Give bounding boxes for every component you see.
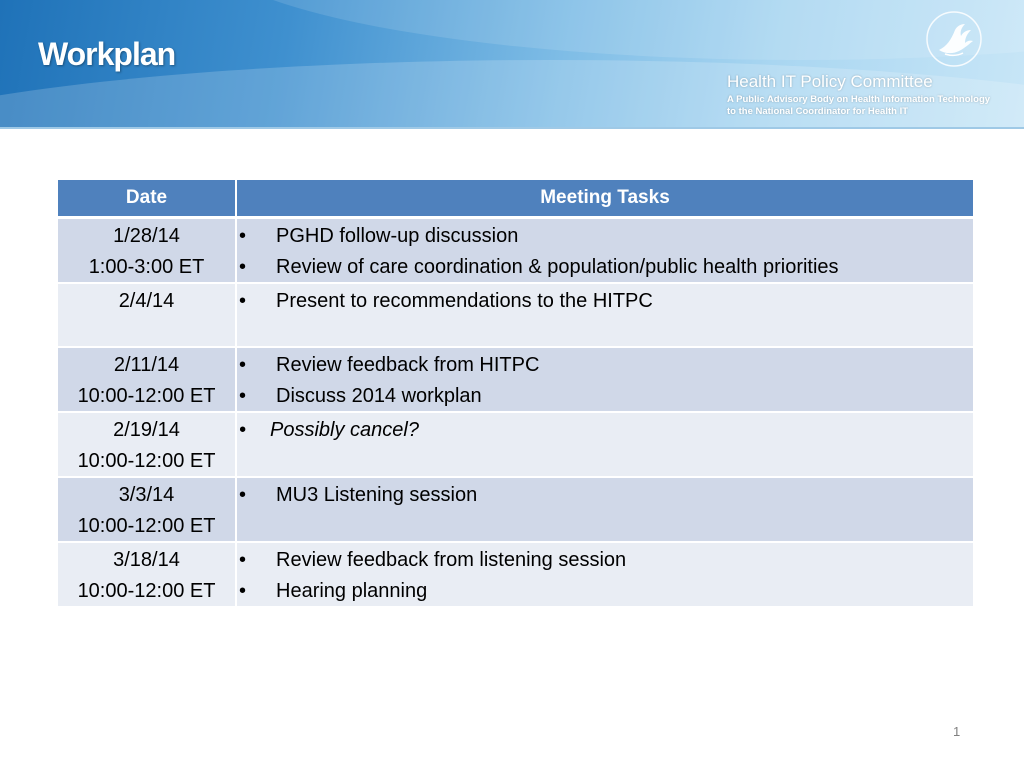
table-row — [58, 283, 973, 347]
table-row — [58, 542, 973, 607]
task-item: • PGHD follow-up discussion — [237, 221, 973, 252]
banner-decoration — [200, 0, 1024, 60]
tasks-cell — [236, 412, 973, 477]
meeting-time: 10:00-12:00 ET — [77, 449, 216, 472]
org-subtitle — [727, 94, 990, 118]
meeting-date: 3/18/14 — [113, 549, 180, 571]
date-cell — [58, 412, 236, 477]
org-subtitle-line: A Public Advisory Body on Health Information Technology — [727, 94, 991, 105]
table-row — [58, 477, 973, 542]
meeting-date: 2/19/14 — [113, 419, 180, 441]
table-row — [58, 347, 973, 412]
org-name: Health IT Policy Committee — [727, 72, 933, 91]
task-item: • Review of care coordination & population/public health priorities — [237, 252, 973, 283]
task-item: • Discuss 2014 workplan — [237, 381, 973, 412]
tasks-cell — [236, 542, 973, 607]
meeting-date: 2/4/14 — [118, 290, 175, 312]
task-item: • Possibly cancel? — [237, 415, 973, 446]
table-row — [58, 412, 973, 477]
tasks-cell — [236, 477, 973, 542]
date-cell — [58, 218, 236, 284]
task-item: • Hearing planning — [237, 576, 973, 607]
tasks-cell — [236, 283, 973, 347]
meeting-date: 2/11/14 — [113, 354, 180, 376]
date-cell — [58, 477, 236, 542]
header-banner — [0, 0, 1024, 129]
date-cell — [58, 283, 236, 347]
workplan-table — [58, 180, 973, 608]
page-title: Workplan — [38, 36, 176, 72]
task-item: • Present to recommendations to the HITPC — [237, 286, 973, 317]
date-cell — [58, 542, 236, 607]
tasks-cell — [236, 218, 973, 284]
meeting-time: 1:00-3:00 ET — [88, 255, 205, 278]
meeting-time: 10:00-12:00 ET — [77, 384, 216, 407]
task-item: • Review feedback from listening session — [237, 545, 973, 576]
task-item: • Review feedback from HITPC — [237, 350, 973, 381]
date-cell — [58, 347, 236, 412]
meeting-time: 10:00-12:00 ET — [77, 579, 216, 602]
meeting-time: 10:00-12:00 ET — [77, 514, 216, 537]
meeting-date: 1/28/14 — [113, 225, 180, 247]
page-number: 1 — [953, 724, 961, 739]
task-item: • MU3 Listening session — [237, 480, 973, 511]
table-row — [58, 218, 973, 284]
meeting-date: 3/3/14 — [118, 484, 175, 506]
org-subtitle-line: to the National Coordinator for Health IT — [727, 106, 909, 117]
tasks-cell — [236, 347, 973, 412]
hhs-eagle-icon — [925, 10, 983, 68]
date-column-header: Date — [58, 180, 236, 218]
tasks-column-header: Meeting Tasks — [236, 180, 973, 218]
table-header-row — [58, 180, 973, 218]
